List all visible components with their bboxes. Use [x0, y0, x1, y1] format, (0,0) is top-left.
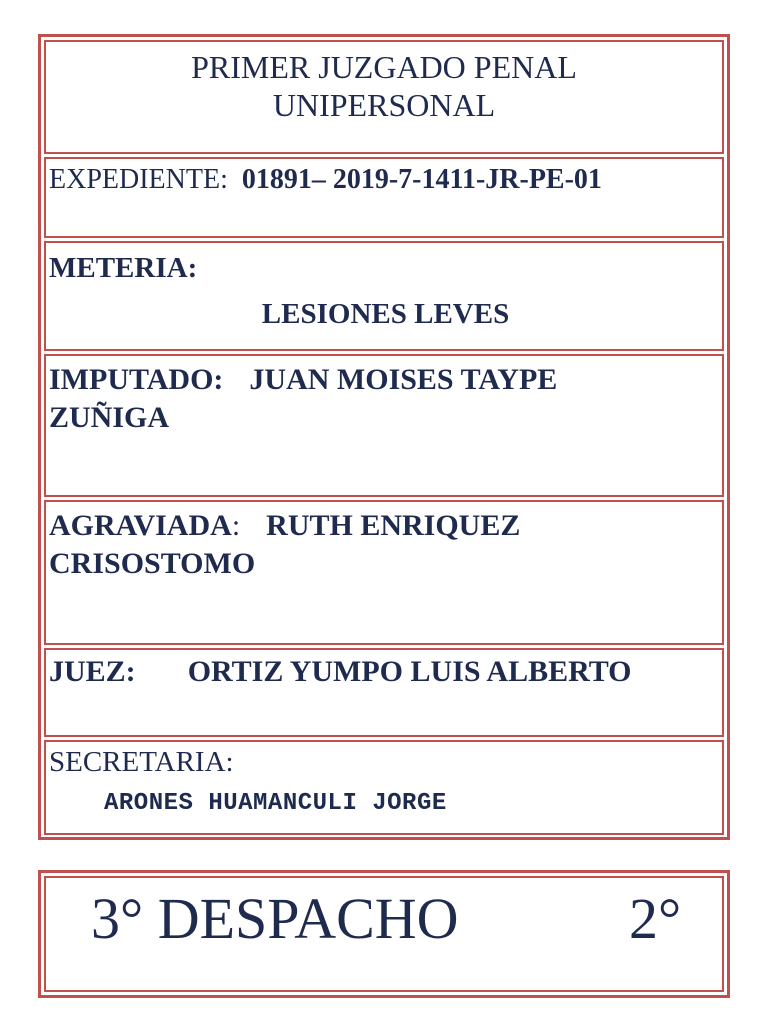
- agraviada-label: AGRAVIADA: [49, 509, 232, 542]
- imputado-cell: [44, 354, 724, 497]
- juez-cell: [44, 648, 724, 737]
- despacho-label: 3° DESPACHO: [91, 886, 459, 951]
- agraviada-value-line2: CRISOSTOMO: [49, 547, 256, 580]
- court-title-cell: [44, 40, 724, 154]
- juez-row: [49, 653, 722, 691]
- expediente-value: 01891– 2019-7-1411-JR-PE-01: [241, 164, 602, 195]
- imputado-label: IMPUTADO:: [49, 363, 224, 396]
- secretaria-value: ARONES HUAMANCULI JORGE: [104, 790, 447, 817]
- juez-label: JUEZ:: [49, 655, 136, 688]
- agraviada-row: [49, 507, 722, 545]
- agraviada-colon: :: [231, 509, 241, 542]
- expediente-label: EXPEDIENTE:: [49, 164, 228, 195]
- court-title-line2: UNIPERSONAL: [272, 87, 496, 123]
- expediente-row: [49, 163, 722, 197]
- secretaria-cell: [44, 740, 724, 835]
- expediente-cell: [44, 157, 724, 238]
- agraviada-value-line1: RUTH ENRIQUEZ: [266, 509, 521, 542]
- secretaria-label: SECRETARIA:: [49, 746, 234, 778]
- materia-cell: [44, 241, 724, 351]
- materia-value: LESIONES LEVES: [261, 298, 510, 330]
- despacho-row: [49, 883, 722, 955]
- despacho-number: 2°: [629, 886, 682, 951]
- imputado-value-line1: JUAN MOISES TAYPE: [249, 363, 558, 396]
- imputado-row: [49, 361, 722, 399]
- court-title-line1: PRIMER JUZGADO PENAL: [191, 49, 577, 85]
- despacho-cell: [44, 876, 724, 992]
- materia-label: METERIA:: [49, 252, 198, 284]
- agraviada-cell: [44, 500, 724, 645]
- juez-value: ORTIZ YUMPO LUIS ALBERTO: [187, 655, 632, 688]
- imputado-value-line2: ZUÑIGA: [49, 401, 170, 434]
